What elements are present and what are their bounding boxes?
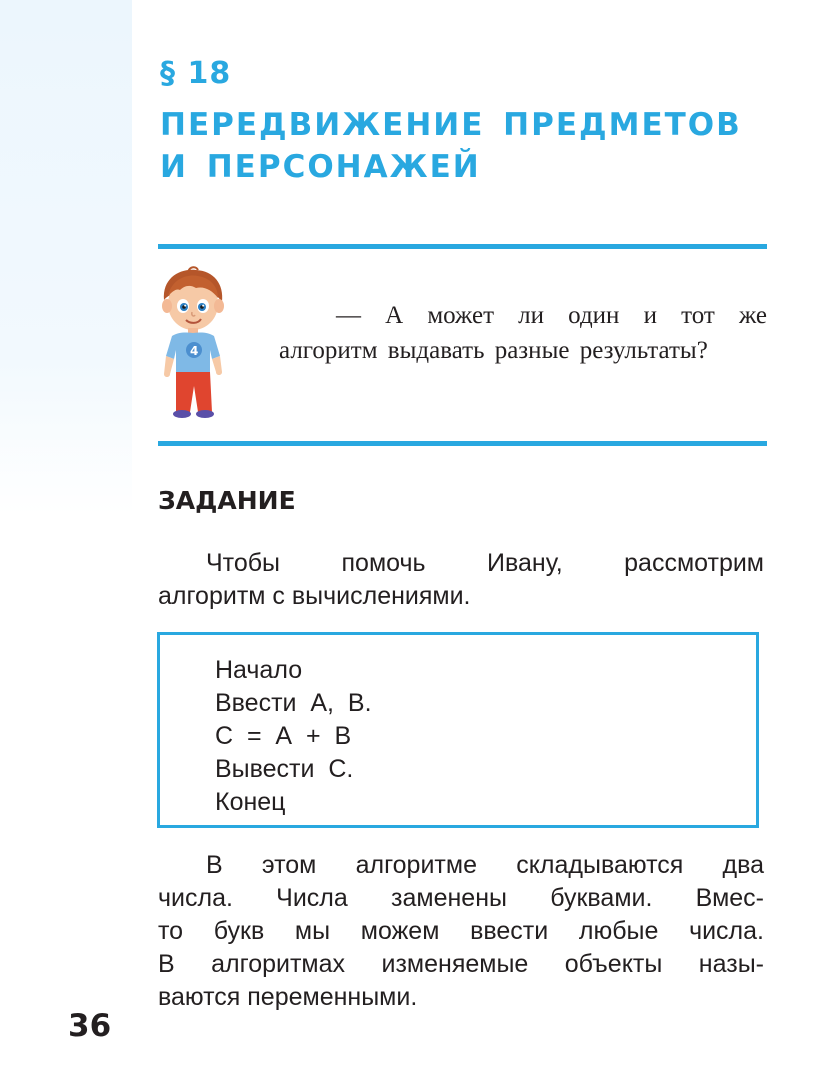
text-line: алгоритм с вычислениями. [158, 582, 471, 610]
text-line: то букв мы можем ввести любые числа. [158, 917, 764, 945]
text-line: В алгоритмах изменяемые объекты назы- [158, 950, 764, 978]
algorithm-steps [215, 654, 372, 819]
divider-bottom [158, 441, 767, 446]
section-title-line: ПЕРЕДВИЖЕНИЕ ПРЕДМЕТОВ [160, 107, 742, 143]
svg-text:4: 4 [190, 344, 199, 358]
task-intro-paragraph [158, 547, 764, 613]
algorithm-step: С = А + В [215, 722, 352, 750]
text-line: ваются переменными. [158, 983, 418, 1011]
text-line: числа. Числа заменены буквами. Вмес- [158, 884, 764, 912]
side-decoration-strip [0, 0, 132, 515]
algorithm-step: Конец [215, 788, 286, 816]
section-title [160, 104, 780, 188]
page-number: 36 [68, 1008, 112, 1044]
section-title-line: И ПЕРСОНАЖЕЙ [160, 149, 481, 185]
section-number: § 18 [160, 56, 232, 91]
algorithm-box [157, 632, 759, 828]
algorithm-step: Вывести С. [215, 755, 354, 783]
text-line: Чтобы помочь Ивану, рассмотрим [206, 549, 764, 577]
algorithm-step: Начало [215, 656, 303, 684]
text-line: В этом алгоритме складываются два [206, 851, 764, 879]
divider-top [158, 244, 767, 249]
boy-character-icon [158, 266, 228, 420]
explanation-paragraph [158, 849, 764, 1014]
dialogue-quote: — А может ли один и тот же алгоритм выдавать разные результаты? [279, 302, 767, 364]
algorithm-step: Ввести А, В. [215, 689, 372, 717]
task-heading: ЗАДАНИЕ [158, 486, 296, 515]
